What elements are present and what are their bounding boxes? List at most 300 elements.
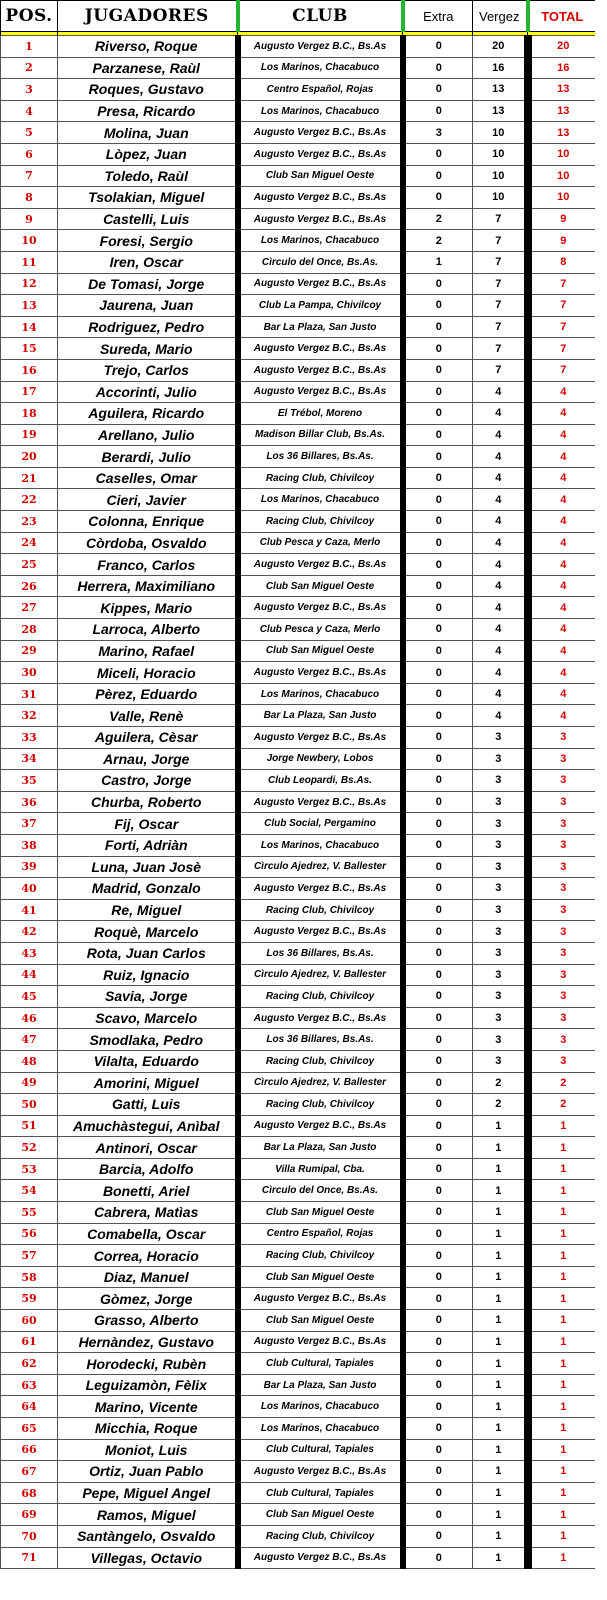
player-name-cell: Toledo, Raùl: [58, 165, 238, 187]
total-cell: 13: [528, 79, 596, 101]
extra-cell: 0: [403, 683, 473, 705]
table-row: [1, 1266, 596, 1288]
extra-cell: 0: [403, 1072, 473, 1094]
header-club: CLUB: [238, 1, 403, 32]
club-cell: Madison Billar Club, Bs.As.: [238, 424, 403, 446]
total-cell: 3: [528, 856, 596, 878]
pos-cell: 8: [1, 187, 58, 209]
pos-cell: 28: [1, 619, 58, 641]
extra-cell: 0: [403, 1202, 473, 1224]
vergez-cell: 10: [473, 122, 528, 144]
pos-cell: 31: [1, 683, 58, 705]
table-row: [1, 856, 596, 878]
total-cell: 7: [528, 359, 596, 381]
club-cell: Racing Club, Chivilcoy: [238, 1094, 403, 1116]
vergez-cell: 4: [473, 467, 528, 489]
pos-cell: 7: [1, 165, 58, 187]
player-name-cell: Hernàndez, Gustavo: [58, 1331, 238, 1353]
player-name-cell: Herrera, Maximiliano: [58, 575, 238, 597]
table-row: [1, 878, 596, 900]
club-cell: Racing Club, Chivilcoy: [238, 1245, 403, 1267]
vergez-cell: 4: [473, 662, 528, 684]
club-cell: Augusto Vergez B.C., Bs.As: [238, 921, 403, 943]
total-cell: 9: [528, 208, 596, 230]
total-cell: 4: [528, 662, 596, 684]
table-row: [1, 1137, 596, 1159]
total-cell: 1: [528, 1547, 596, 1569]
extra-cell: 0: [403, 640, 473, 662]
player-name-cell: Roquè, Marcelo: [58, 921, 238, 943]
extra-cell: 0: [403, 1525, 473, 1547]
table-row: [1, 1158, 596, 1180]
total-cell: 3: [528, 899, 596, 921]
vergez-cell: 1: [473, 1310, 528, 1332]
vergez-cell: 3: [473, 1050, 528, 1072]
total-cell: 3: [528, 770, 596, 792]
total-cell: 16: [528, 57, 596, 79]
player-name-cell: Gòmez, Jorge: [58, 1288, 238, 1310]
table-row: [1, 208, 596, 230]
club-cell: Augusto Vergez B.C., Bs.As: [238, 1288, 403, 1310]
table-row: [1, 1461, 596, 1483]
club-cell: Augusto Vergez B.C., Bs.As: [238, 208, 403, 230]
player-name-cell: Còrdoba, Osvaldo: [58, 532, 238, 554]
pos-cell: 39: [1, 856, 58, 878]
extra-cell: 0: [403, 1094, 473, 1116]
total-cell: 1: [528, 1180, 596, 1202]
club-cell: Cìrculo Ajedrez, V. Ballester: [238, 856, 403, 878]
total-cell: 7: [528, 338, 596, 360]
club-cell: Cìrculo del Once, Bs.As.: [238, 1180, 403, 1202]
club-cell: Club Leopardi, Bs.As.: [238, 770, 403, 792]
pos-cell: 65: [1, 1418, 58, 1440]
club-cell: Augusto Vergez B.C., Bs.As: [238, 1547, 403, 1569]
pos-cell: 26: [1, 575, 58, 597]
player-name-cell: Smodlaka, Pedro: [58, 1029, 238, 1051]
extra-cell: 0: [403, 338, 473, 360]
extra-cell: 0: [403, 467, 473, 489]
club-cell: Racing Club, Chivilcoy: [238, 986, 403, 1008]
total-cell: 1: [528, 1418, 596, 1440]
pos-cell: 70: [1, 1525, 58, 1547]
player-name-cell: Marino, Vicente: [58, 1396, 238, 1418]
club-cell: Club San Miguel Oeste: [238, 1310, 403, 1332]
total-cell: 1: [528, 1461, 596, 1483]
vergez-cell: 4: [473, 381, 528, 403]
table-row: [1, 986, 596, 1008]
total-cell: 1: [528, 1288, 596, 1310]
player-name-cell: Re, Miguel: [58, 899, 238, 921]
club-cell: Club Cultural, Tapiales: [238, 1439, 403, 1461]
extra-cell: 0: [403, 511, 473, 533]
vergez-cell: 1: [473, 1418, 528, 1440]
vergez-cell: 10: [473, 187, 528, 209]
pos-cell: 9: [1, 208, 58, 230]
pos-cell: 30: [1, 662, 58, 684]
club-cell: Augusto Vergez B.C., Bs.As: [238, 359, 403, 381]
total-cell: 3: [528, 878, 596, 900]
player-name-cell: Correa, Horacio: [58, 1245, 238, 1267]
total-cell: 4: [528, 554, 596, 576]
extra-cell: 0: [403, 424, 473, 446]
pos-cell: 36: [1, 791, 58, 813]
extra-cell: 0: [403, 1310, 473, 1332]
vergez-cell: 16: [473, 57, 528, 79]
extra-cell: 0: [403, 856, 473, 878]
pos-cell: 25: [1, 554, 58, 576]
club-cell: Racing Club, Chivilcoy: [238, 511, 403, 533]
total-cell: 10: [528, 143, 596, 165]
pos-cell: 47: [1, 1029, 58, 1051]
player-name-cell: Gatti, Luis: [58, 1094, 238, 1116]
extra-cell: 0: [403, 1223, 473, 1245]
extra-cell: 0: [403, 1137, 473, 1159]
player-name-cell: Trejo, Carlos: [58, 359, 238, 381]
vergez-cell: 1: [473, 1353, 528, 1375]
vergez-cell: 3: [473, 921, 528, 943]
table-row: [1, 424, 596, 446]
club-cell: Augusto Vergez B.C., Bs.As: [238, 273, 403, 295]
total-cell: 1: [528, 1202, 596, 1224]
pos-cell: 16: [1, 359, 58, 381]
vergez-cell: 13: [473, 100, 528, 122]
player-name-cell: Sureda, Mario: [58, 338, 238, 360]
player-name-cell: Franco, Carlos: [58, 554, 238, 576]
total-cell: 1: [528, 1396, 596, 1418]
vergez-cell: 3: [473, 942, 528, 964]
vergez-cell: 4: [473, 554, 528, 576]
pos-cell: 57: [1, 1245, 58, 1267]
player-name-cell: Kippes, Mario: [58, 597, 238, 619]
player-name-cell: Iren, Oscar: [58, 251, 238, 273]
club-cell: Augusto Vergez B.C., Bs.As: [238, 597, 403, 619]
vergez-cell: 10: [473, 143, 528, 165]
vergez-cell: 1: [473, 1461, 528, 1483]
total-cell: 7: [528, 295, 596, 317]
club-cell: Club San Miguel Oeste: [238, 165, 403, 187]
table-row: [1, 187, 596, 209]
table-row: [1, 1115, 596, 1137]
total-cell: 13: [528, 100, 596, 122]
table-body: [1, 36, 596, 1569]
table-row: [1, 381, 596, 403]
table-row: [1, 273, 596, 295]
club-cell: Club San Miguel Oeste: [238, 1504, 403, 1526]
table-row: [1, 705, 596, 727]
club-cell: Racing Club, Chivilcoy: [238, 467, 403, 489]
vergez-cell: 1: [473, 1439, 528, 1461]
extra-cell: 0: [403, 1439, 473, 1461]
table-row: [1, 122, 596, 144]
total-cell: 1: [528, 1223, 596, 1245]
player-name-cell: Presa, Ricardo: [58, 100, 238, 122]
player-name-cell: Ortiz, Juan Pablo: [58, 1461, 238, 1483]
extra-cell: 0: [403, 1547, 473, 1569]
table-row: [1, 1396, 596, 1418]
club-cell: Los Marinos, Chacabuco: [238, 834, 403, 856]
pos-cell: 29: [1, 640, 58, 662]
player-name-cell: Grasso, Alberto: [58, 1310, 238, 1332]
total-cell: 3: [528, 813, 596, 835]
table-row: [1, 1374, 596, 1396]
total-cell: 1: [528, 1115, 596, 1137]
extra-cell: 0: [403, 770, 473, 792]
player-name-cell: Luna, Juan Josè: [58, 856, 238, 878]
pos-cell: 15: [1, 338, 58, 360]
table-row: [1, 1547, 596, 1569]
player-name-cell: Riverso, Roque: [58, 36, 238, 58]
total-cell: 9: [528, 230, 596, 252]
extra-cell: 0: [403, 575, 473, 597]
club-cell: Club La Pampa, Chivilcoy: [238, 295, 403, 317]
player-name-cell: Jaurena, Juan: [58, 295, 238, 317]
vergez-cell: 1: [473, 1525, 528, 1547]
total-cell: 3: [528, 748, 596, 770]
vergez-cell: 4: [473, 446, 528, 468]
vergez-cell: 3: [473, 1029, 528, 1051]
total-cell: 10: [528, 165, 596, 187]
total-cell: 4: [528, 424, 596, 446]
pos-cell: 32: [1, 705, 58, 727]
pos-cell: 49: [1, 1072, 58, 1094]
player-name-cell: Micchia, Roque: [58, 1418, 238, 1440]
pos-cell: 64: [1, 1396, 58, 1418]
table-row: [1, 1245, 596, 1267]
extra-cell: 2: [403, 230, 473, 252]
player-name-cell: Ruiz, Ignacio: [58, 964, 238, 986]
club-cell: Villa Rumipal, Cba.: [238, 1158, 403, 1180]
pos-cell: 20: [1, 446, 58, 468]
header-pos: POS.: [1, 1, 58, 32]
pos-cell: 40: [1, 878, 58, 900]
player-name-cell: Leguizamòn, Fèlix: [58, 1374, 238, 1396]
header-jugadores: JUGADORES: [58, 1, 238, 32]
pos-cell: 34: [1, 748, 58, 770]
total-cell: 4: [528, 619, 596, 641]
pos-cell: 22: [1, 489, 58, 511]
pos-cell: 27: [1, 597, 58, 619]
extra-cell: 0: [403, 597, 473, 619]
vergez-cell: 1: [473, 1158, 528, 1180]
club-cell: Augusto Vergez B.C., Bs.As: [238, 381, 403, 403]
extra-cell: 0: [403, 403, 473, 425]
extra-cell: 0: [403, 878, 473, 900]
table-row: [1, 1223, 596, 1245]
total-cell: 4: [528, 467, 596, 489]
total-cell: 4: [528, 705, 596, 727]
club-cell: Club Cultural, Tapiales: [238, 1353, 403, 1375]
club-cell: Club San Miguel Oeste: [238, 575, 403, 597]
vergez-cell: 1: [473, 1180, 528, 1202]
total-cell: 13: [528, 122, 596, 144]
pos-cell: 11: [1, 251, 58, 273]
pos-cell: 23: [1, 511, 58, 533]
club-cell: Augusto Vergez B.C., Bs.As: [238, 1007, 403, 1029]
table-row: [1, 100, 596, 122]
club-cell: Club Cultural, Tapiales: [238, 1482, 403, 1504]
club-cell: Augusto Vergez B.C., Bs.As: [238, 1331, 403, 1353]
total-cell: 3: [528, 1007, 596, 1029]
extra-cell: 0: [403, 1482, 473, 1504]
pos-cell: 59: [1, 1288, 58, 1310]
total-cell: 1: [528, 1353, 596, 1375]
total-cell: 1: [528, 1504, 596, 1526]
vergez-cell: 7: [473, 208, 528, 230]
pos-cell: 19: [1, 424, 58, 446]
extra-cell: 0: [403, 316, 473, 338]
total-cell: 3: [528, 791, 596, 813]
club-cell: Club San Miguel Oeste: [238, 1266, 403, 1288]
player-name-cell: Amuchàstegui, Anìbal: [58, 1115, 238, 1137]
player-name-cell: Roques, Gustavo: [58, 79, 238, 101]
table-row: [1, 834, 596, 856]
player-name-cell: Pepe, Miguel Angel: [58, 1482, 238, 1504]
pos-cell: 21: [1, 467, 58, 489]
player-name-cell: Aguilera, Ricardo: [58, 403, 238, 425]
pos-cell: 54: [1, 1180, 58, 1202]
player-name-cell: Caselles, Omar: [58, 467, 238, 489]
vergez-cell: 10: [473, 165, 528, 187]
vergez-cell: 13: [473, 79, 528, 101]
vergez-cell: 1: [473, 1115, 528, 1137]
club-cell: Jorge Newbery, Lobos: [238, 748, 403, 770]
pos-cell: 12: [1, 273, 58, 295]
extra-cell: 0: [403, 187, 473, 209]
table-row: [1, 1504, 596, 1526]
table-row: [1, 532, 596, 554]
extra-cell: 0: [403, 446, 473, 468]
club-cell: Los 36 Billares, Bs.As.: [238, 446, 403, 468]
vergez-cell: 7: [473, 251, 528, 273]
player-name-cell: Arellano, Julio: [58, 424, 238, 446]
vergez-cell: 7: [473, 338, 528, 360]
vergez-cell: 1: [473, 1202, 528, 1224]
club-cell: Club Social, Pergamino: [238, 813, 403, 835]
player-name-cell: Larroca, Alberto: [58, 619, 238, 641]
total-cell: 4: [528, 532, 596, 554]
total-cell: 2: [528, 1072, 596, 1094]
table-row: [1, 1050, 596, 1072]
pos-cell: 71: [1, 1547, 58, 1569]
table-row: [1, 1007, 596, 1029]
club-cell: Racing Club, Chivilcoy: [238, 899, 403, 921]
vergez-cell: 3: [473, 899, 528, 921]
extra-cell: 0: [403, 1504, 473, 1526]
extra-cell: 0: [403, 619, 473, 641]
club-cell: Centro Español, Rojas: [238, 1223, 403, 1245]
vergez-cell: 1: [473, 1374, 528, 1396]
club-cell: Los Marinos, Chacabuco: [238, 100, 403, 122]
club-cell: Club San Miguel Oeste: [238, 640, 403, 662]
extra-cell: 0: [403, 554, 473, 576]
total-cell: 1: [528, 1482, 596, 1504]
pos-cell: 3: [1, 79, 58, 101]
club-cell: Augusto Vergez B.C., Bs.As: [238, 122, 403, 144]
extra-cell: 0: [403, 1461, 473, 1483]
vergez-cell: 1: [473, 1223, 528, 1245]
player-name-cell: Santàngelo, Osvaldo: [58, 1525, 238, 1547]
pos-cell: 46: [1, 1007, 58, 1029]
table-row: [1, 575, 596, 597]
club-cell: Club Pesca y Caza, Merlo: [238, 532, 403, 554]
table-row: [1, 964, 596, 986]
table-row: [1, 683, 596, 705]
vergez-cell: 1: [473, 1396, 528, 1418]
club-cell: Augusto Vergez B.C., Bs.As: [238, 554, 403, 576]
vergez-cell: 4: [473, 424, 528, 446]
vergez-cell: 3: [473, 770, 528, 792]
vergez-cell: 1: [473, 1245, 528, 1267]
vergez-cell: 4: [473, 511, 528, 533]
vergez-cell: 3: [473, 878, 528, 900]
club-cell: Los Marinos, Chacabuco: [238, 1396, 403, 1418]
extra-cell: 0: [403, 1158, 473, 1180]
extra-cell: 1: [403, 251, 473, 273]
pos-cell: 2: [1, 57, 58, 79]
vergez-cell: 1: [473, 1288, 528, 1310]
total-cell: 3: [528, 942, 596, 964]
vergez-cell: 1: [473, 1266, 528, 1288]
player-name-cell: Forti, Adriàn: [58, 834, 238, 856]
pos-cell: 48: [1, 1050, 58, 1072]
extra-cell: 0: [403, 359, 473, 381]
club-cell: Club San Miguel Oeste: [238, 1202, 403, 1224]
club-cell: Bar La Plaza, San Justo: [238, 316, 403, 338]
table-row: [1, 1310, 596, 1332]
club-cell: Augusto Vergez B.C., Bs.As: [238, 1461, 403, 1483]
player-name-cell: Madrid, Gonzalo: [58, 878, 238, 900]
club-cell: El Trébol, Moreno: [238, 403, 403, 425]
club-cell: Bar La Plaza, San Justo: [238, 1137, 403, 1159]
pos-cell: 60: [1, 1310, 58, 1332]
player-name-cell: Marino, Rafael: [58, 640, 238, 662]
table-row: [1, 748, 596, 770]
club-cell: Cìrculo Ajedrez, V. Ballester: [238, 964, 403, 986]
vergez-cell: 4: [473, 619, 528, 641]
vergez-cell: 4: [473, 532, 528, 554]
total-cell: 3: [528, 727, 596, 749]
club-cell: Los Marinos, Chacabuco: [238, 57, 403, 79]
extra-cell: 0: [403, 1029, 473, 1051]
table-row: [1, 1418, 596, 1440]
total-cell: 3: [528, 834, 596, 856]
vergez-cell: 1: [473, 1547, 528, 1569]
pos-cell: 10: [1, 230, 58, 252]
vergez-cell: 1: [473, 1504, 528, 1526]
club-cell: Augusto Vergez B.C., Bs.As: [238, 791, 403, 813]
table-row: [1, 1353, 596, 1375]
pos-cell: 35: [1, 770, 58, 792]
table-row: [1, 143, 596, 165]
table-row: [1, 554, 596, 576]
player-name-cell: Fij, Oscar: [58, 813, 238, 835]
vergez-cell: 1: [473, 1137, 528, 1159]
pos-cell: 50: [1, 1094, 58, 1116]
total-cell: 4: [528, 381, 596, 403]
total-cell: 1: [528, 1266, 596, 1288]
table-row: [1, 1482, 596, 1504]
pos-cell: 52: [1, 1137, 58, 1159]
extra-cell: 0: [403, 36, 473, 58]
pos-cell: 37: [1, 813, 58, 835]
player-name-cell: Foresi, Sergio: [58, 230, 238, 252]
player-name-cell: Churba, Roberto: [58, 791, 238, 813]
extra-cell: 0: [403, 1331, 473, 1353]
player-name-cell: Accorinti, Julio: [58, 381, 238, 403]
club-cell: Bar La Plaza, San Justo: [238, 705, 403, 727]
extra-cell: 0: [403, 1288, 473, 1310]
player-name-cell: Parzanese, Raùl: [58, 57, 238, 79]
